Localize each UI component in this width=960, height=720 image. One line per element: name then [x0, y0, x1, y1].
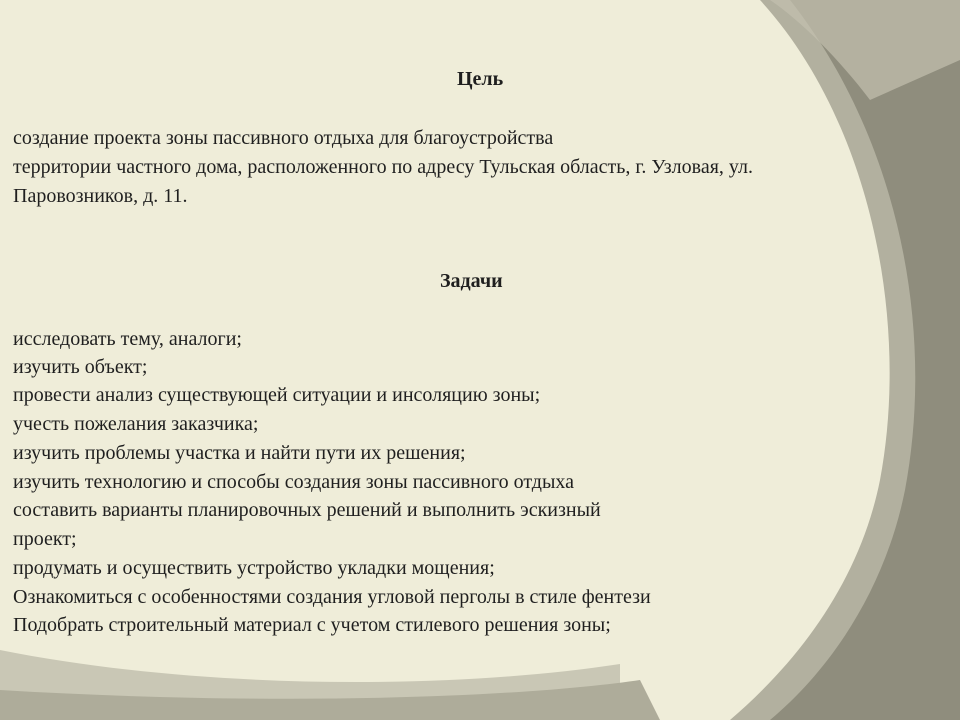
goal-line: создание проекта зоны пассивного отдыха для благоустройства [13, 127, 554, 149]
task-line: Подобрать строительный материал с учетом стилевого решения зоны; [13, 614, 611, 636]
task-line: изучить проблемы участка и найти пути их решения; [13, 442, 466, 464]
task-line: провести анализ существующей ситуации и инсоляцию зоны; [13, 384, 541, 406]
task-line: продумать и осуществить устройство укладки мощения; [13, 557, 495, 579]
task-line: изучить технологию и способы создания зоны пассивного отдыха [13, 471, 575, 493]
task-line: Ознакомиться с особенностями создания угловой перголы в стиле фентези [13, 586, 651, 608]
tasks-heading: Задачи [440, 270, 503, 292]
task-line: изучить объект; [13, 356, 148, 378]
task-line: учесть пожелания заказчика; [13, 413, 259, 435]
goal-line: Паровозников, д. 11. [13, 185, 188, 207]
task-line: составить варианты планировочных решений и выполнить эскизный [13, 499, 601, 521]
task-line: проект; [13, 528, 77, 550]
goal-line: территории частного дома, расположенного по адресу Тульская область, г. Узловая, ул. [13, 156, 753, 178]
goal-heading: Цель [457, 68, 504, 90]
task-line: исследовать тему, аналоги; [13, 328, 242, 350]
